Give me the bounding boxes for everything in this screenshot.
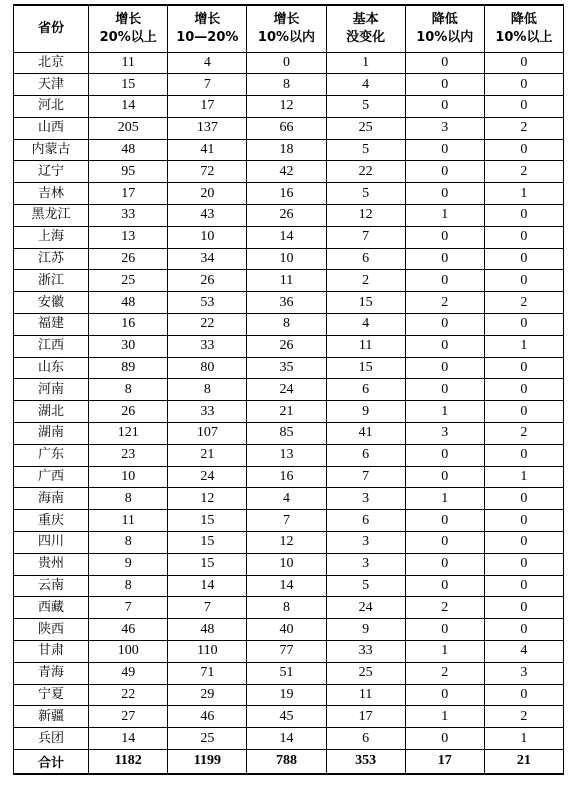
table-cell: 22 (326, 161, 405, 183)
header-decrease-over-10: 降低 10%以上 (484, 5, 563, 52)
province-name: 西藏 (14, 597, 89, 619)
table-cell: 33 (326, 641, 405, 663)
table-cell: 8 (89, 532, 168, 554)
table-cell: 0 (484, 314, 563, 336)
table-cell: 0 (247, 52, 326, 74)
table-row (14, 183, 564, 205)
table-cell: 12 (247, 532, 326, 554)
province-name: 福建 (14, 314, 89, 336)
province-name: 陕西 (14, 619, 89, 641)
table-cell: 77 (247, 641, 326, 663)
table-cell: 30 (89, 335, 168, 357)
province-name: 北京 (14, 52, 89, 74)
table-row (14, 139, 564, 161)
table-cell: 26 (89, 401, 168, 423)
table-cell: 2 (484, 423, 563, 445)
table-cell: 0 (405, 553, 484, 575)
table-cell: 0 (405, 619, 484, 641)
table-cell: 1 (484, 335, 563, 357)
table-cell: 14 (168, 575, 247, 597)
table-row (14, 423, 564, 445)
table-cell: 25 (326, 117, 405, 139)
table-cell: 4 (247, 488, 326, 510)
table-cell: 0 (484, 139, 563, 161)
province-name: 重庆 (14, 510, 89, 532)
province-name: 云南 (14, 575, 89, 597)
table-cell: 2 (405, 292, 484, 314)
table-cell: 46 (89, 619, 168, 641)
total-cell: 1182 (89, 750, 168, 774)
table-cell: 0 (484, 532, 563, 554)
table-row (14, 553, 564, 575)
table-cell: 5 (326, 96, 405, 118)
table-cell: 33 (168, 401, 247, 423)
province-name: 江西 (14, 335, 89, 357)
table-cell: 48 (89, 139, 168, 161)
table-cell: 11 (89, 510, 168, 532)
table-cell: 3 (326, 532, 405, 554)
table-row (14, 270, 564, 292)
table-cell: 26 (89, 248, 168, 270)
table-cell: 14 (247, 226, 326, 248)
table-cell: 2 (484, 292, 563, 314)
table-cell: 2 (326, 270, 405, 292)
table-cell: 9 (89, 553, 168, 575)
table-cell: 0 (405, 226, 484, 248)
table-cell: 3 (405, 117, 484, 139)
table-cell: 89 (89, 357, 168, 379)
table-cell: 33 (89, 205, 168, 227)
table-cell: 4 (326, 74, 405, 96)
table-row (14, 641, 564, 663)
table-cell: 7 (168, 74, 247, 96)
table-cell: 15 (326, 292, 405, 314)
table-cell: 1 (405, 706, 484, 728)
table-cell: 95 (89, 161, 168, 183)
table-cell: 16 (89, 314, 168, 336)
table-row (14, 684, 564, 706)
table-cell: 12 (247, 96, 326, 118)
table-cell: 0 (484, 597, 563, 619)
table-cell: 14 (247, 728, 326, 750)
table-cell: 0 (405, 248, 484, 270)
table-row (14, 575, 564, 597)
table-cell: 33 (168, 335, 247, 357)
province-name: 海南 (14, 488, 89, 510)
header-decrease-under-10: 降低 10%以内 (405, 5, 484, 52)
table-cell: 43 (168, 205, 247, 227)
table-cell: 49 (89, 662, 168, 684)
table-cell: 8 (89, 379, 168, 401)
table-cell: 3 (326, 488, 405, 510)
table-cell: 53 (168, 292, 247, 314)
table-row (14, 52, 564, 74)
table-cell: 8 (247, 74, 326, 96)
province-name: 黑龙江 (14, 205, 89, 227)
table-cell: 7 (326, 466, 405, 488)
table-cell: 34 (168, 248, 247, 270)
table-cell: 21 (168, 444, 247, 466)
table-cell: 45 (247, 706, 326, 728)
province-change-table (13, 4, 564, 775)
table-cell: 0 (484, 74, 563, 96)
province-name: 青海 (14, 662, 89, 684)
table-cell: 137 (168, 117, 247, 139)
table-cell: 80 (168, 357, 247, 379)
table-row (14, 728, 564, 750)
table-cell: 24 (247, 379, 326, 401)
table-cell: 35 (247, 357, 326, 379)
table-row (14, 488, 564, 510)
table-cell: 16 (247, 183, 326, 205)
table-cell: 0 (484, 248, 563, 270)
table-cell: 0 (405, 74, 484, 96)
table-cell: 6 (326, 444, 405, 466)
table-row (14, 117, 564, 139)
table-cell: 7 (89, 597, 168, 619)
province-name: 甘肃 (14, 641, 89, 663)
province-name: 河北 (14, 96, 89, 118)
province-name: 吉林 (14, 183, 89, 205)
table-cell: 11 (326, 335, 405, 357)
table-cell: 16 (247, 466, 326, 488)
province-name: 宁夏 (14, 684, 89, 706)
table-cell: 10 (89, 466, 168, 488)
header-province: 省份 (14, 5, 89, 52)
header-row (14, 5, 564, 52)
table-cell: 0 (484, 401, 563, 423)
table-cell: 7 (168, 597, 247, 619)
table-cell: 0 (405, 575, 484, 597)
table-row (14, 96, 564, 118)
province-name: 广西 (14, 466, 89, 488)
table-cell: 6 (326, 728, 405, 750)
province-name: 湖南 (14, 423, 89, 445)
table-cell: 0 (405, 357, 484, 379)
table-row (14, 226, 564, 248)
table-row (14, 619, 564, 641)
table-cell: 0 (484, 488, 563, 510)
province-name: 新疆 (14, 706, 89, 728)
table-cell: 48 (168, 619, 247, 641)
province-name: 江苏 (14, 248, 89, 270)
table-cell: 1 (326, 52, 405, 74)
table-cell: 0 (405, 379, 484, 401)
table-cell: 20 (168, 183, 247, 205)
table-cell: 0 (484, 205, 563, 227)
table-cell: 5 (326, 183, 405, 205)
table-cell: 0 (484, 226, 563, 248)
header-increase-10-20: 增长 10—20% (168, 5, 247, 52)
table-cell: 25 (89, 270, 168, 292)
table-cell: 0 (405, 270, 484, 292)
table-row (14, 357, 564, 379)
table-cell: 0 (484, 379, 563, 401)
table-cell: 48 (89, 292, 168, 314)
province-name: 上海 (14, 226, 89, 248)
table-cell: 100 (89, 641, 168, 663)
table-cell: 18 (247, 139, 326, 161)
table-cell: 42 (247, 161, 326, 183)
table-cell: 2 (484, 161, 563, 183)
table-cell: 0 (484, 52, 563, 74)
table-cell: 15 (89, 74, 168, 96)
table-cell: 15 (168, 532, 247, 554)
table-row (14, 597, 564, 619)
table-cell: 0 (484, 510, 563, 532)
table-cell: 0 (484, 684, 563, 706)
table-cell: 4 (168, 52, 247, 74)
table-cell: 25 (326, 662, 405, 684)
table-cell: 4 (484, 641, 563, 663)
table-cell: 0 (405, 52, 484, 74)
province-name: 安徽 (14, 292, 89, 314)
table-cell: 41 (326, 423, 405, 445)
total-cell: 353 (326, 750, 405, 774)
table-cell: 0 (484, 444, 563, 466)
table-cell: 2 (405, 597, 484, 619)
province-name: 山西 (14, 117, 89, 139)
table-cell: 13 (247, 444, 326, 466)
table-cell: 8 (89, 575, 168, 597)
table-cell: 15 (326, 357, 405, 379)
table-cell: 27 (89, 706, 168, 728)
table-cell: 9 (326, 619, 405, 641)
table-cell: 51 (247, 662, 326, 684)
table-cell: 0 (484, 619, 563, 641)
province-name: 浙江 (14, 270, 89, 292)
province-name: 山东 (14, 357, 89, 379)
table-cell: 26 (247, 205, 326, 227)
province-table-container (13, 4, 564, 775)
table-cell: 121 (89, 423, 168, 445)
table-cell: 40 (247, 619, 326, 641)
table-cell: 10 (247, 553, 326, 575)
table-row (14, 314, 564, 336)
table-cell: 13 (89, 226, 168, 248)
table-cell: 26 (247, 335, 326, 357)
province-name: 贵州 (14, 553, 89, 575)
table-row (14, 662, 564, 684)
table-body (14, 52, 564, 750)
table-cell: 2 (484, 706, 563, 728)
table-cell: 23 (89, 444, 168, 466)
table-cell: 19 (247, 684, 326, 706)
table-cell: 0 (405, 314, 484, 336)
table-cell: 14 (89, 96, 168, 118)
table-cell: 0 (405, 532, 484, 554)
table-cell: 12 (326, 205, 405, 227)
table-cell: 15 (168, 510, 247, 532)
table-cell: 0 (484, 575, 563, 597)
table-cell: 21 (247, 401, 326, 423)
table-cell: 8 (247, 597, 326, 619)
table-cell: 36 (247, 292, 326, 314)
table-cell: 0 (405, 335, 484, 357)
table-cell: 26 (168, 270, 247, 292)
table-cell: 7 (247, 510, 326, 532)
total-label: 合计 (14, 750, 89, 774)
header-increase-over-20: 增长 20%以上 (89, 5, 168, 52)
table-cell: 15 (168, 553, 247, 575)
table-cell: 0 (405, 96, 484, 118)
table-cell: 14 (89, 728, 168, 750)
table-cell: 71 (168, 662, 247, 684)
table-cell: 22 (89, 684, 168, 706)
province-name: 内蒙古 (14, 139, 89, 161)
table-row (14, 74, 564, 96)
table-cell: 1 (484, 728, 563, 750)
table-cell: 6 (326, 248, 405, 270)
table-cell: 7 (326, 226, 405, 248)
table-row (14, 444, 564, 466)
table-cell: 8 (247, 314, 326, 336)
province-name: 河南 (14, 379, 89, 401)
province-name: 广东 (14, 444, 89, 466)
table-cell: 11 (326, 684, 405, 706)
table-cell: 9 (326, 401, 405, 423)
table-row (14, 532, 564, 554)
table-cell: 24 (326, 597, 405, 619)
province-name: 辽宁 (14, 161, 89, 183)
province-name: 四川 (14, 532, 89, 554)
table-cell: 11 (89, 52, 168, 74)
table-row (14, 706, 564, 728)
table-cell: 41 (168, 139, 247, 161)
table-cell: 46 (168, 706, 247, 728)
table-cell: 0 (405, 183, 484, 205)
table-cell: 1 (484, 183, 563, 205)
table-cell: 3 (484, 662, 563, 684)
table-cell: 66 (247, 117, 326, 139)
table-cell: 11 (247, 270, 326, 292)
table-cell: 14 (247, 575, 326, 597)
table-cell: 8 (168, 379, 247, 401)
header-increase-under-10: 增长 10%以内 (247, 5, 326, 52)
table-cell: 0 (484, 553, 563, 575)
table-cell: 6 (326, 510, 405, 532)
table-row (14, 466, 564, 488)
table-cell: 29 (168, 684, 247, 706)
table-cell: 10 (168, 226, 247, 248)
table-row (14, 292, 564, 314)
table-cell: 12 (168, 488, 247, 510)
table-cell: 22 (168, 314, 247, 336)
table-cell: 0 (405, 684, 484, 706)
table-cell: 5 (326, 139, 405, 161)
table-cell: 0 (405, 444, 484, 466)
table-cell: 4 (326, 314, 405, 336)
table-row (14, 510, 564, 532)
table-cell: 1 (484, 466, 563, 488)
table-cell: 17 (326, 706, 405, 728)
table-cell: 0 (405, 139, 484, 161)
total-cell: 17 (405, 750, 484, 774)
province-name: 兵团 (14, 728, 89, 750)
table-cell: 0 (405, 728, 484, 750)
table-cell: 72 (168, 161, 247, 183)
table-row (14, 335, 564, 357)
province-name: 湖北 (14, 401, 89, 423)
table-cell: 0 (405, 510, 484, 532)
total-row (14, 750, 564, 774)
table-cell: 0 (484, 96, 563, 118)
table-cell: 110 (168, 641, 247, 663)
table-cell: 0 (405, 161, 484, 183)
table-cell: 24 (168, 466, 247, 488)
total-cell: 1199 (168, 750, 247, 774)
table-cell: 8 (89, 488, 168, 510)
table-row (14, 379, 564, 401)
table-row (14, 401, 564, 423)
table-cell: 0 (484, 270, 563, 292)
table-row (14, 205, 564, 227)
table-cell: 107 (168, 423, 247, 445)
table-row (14, 161, 564, 183)
table-cell: 17 (168, 96, 247, 118)
table-row (14, 248, 564, 270)
table-cell: 0 (405, 466, 484, 488)
table-cell: 205 (89, 117, 168, 139)
table-cell: 2 (484, 117, 563, 139)
table-cell: 5 (326, 575, 405, 597)
table-cell: 3 (405, 423, 484, 445)
table-cell: 1 (405, 205, 484, 227)
table-cell: 85 (247, 423, 326, 445)
table-cell: 17 (89, 183, 168, 205)
province-name: 天津 (14, 74, 89, 96)
table-cell: 25 (168, 728, 247, 750)
table-cell: 1 (405, 641, 484, 663)
table-cell: 3 (326, 553, 405, 575)
table-cell: 10 (247, 248, 326, 270)
table-cell: 0 (484, 357, 563, 379)
total-cell: 21 (484, 750, 563, 774)
table-cell: 1 (405, 488, 484, 510)
table-cell: 2 (405, 662, 484, 684)
total-cell: 788 (247, 750, 326, 774)
table-cell: 6 (326, 379, 405, 401)
header-no-change: 基本 没变化 (326, 5, 405, 52)
table-cell: 1 (405, 401, 484, 423)
